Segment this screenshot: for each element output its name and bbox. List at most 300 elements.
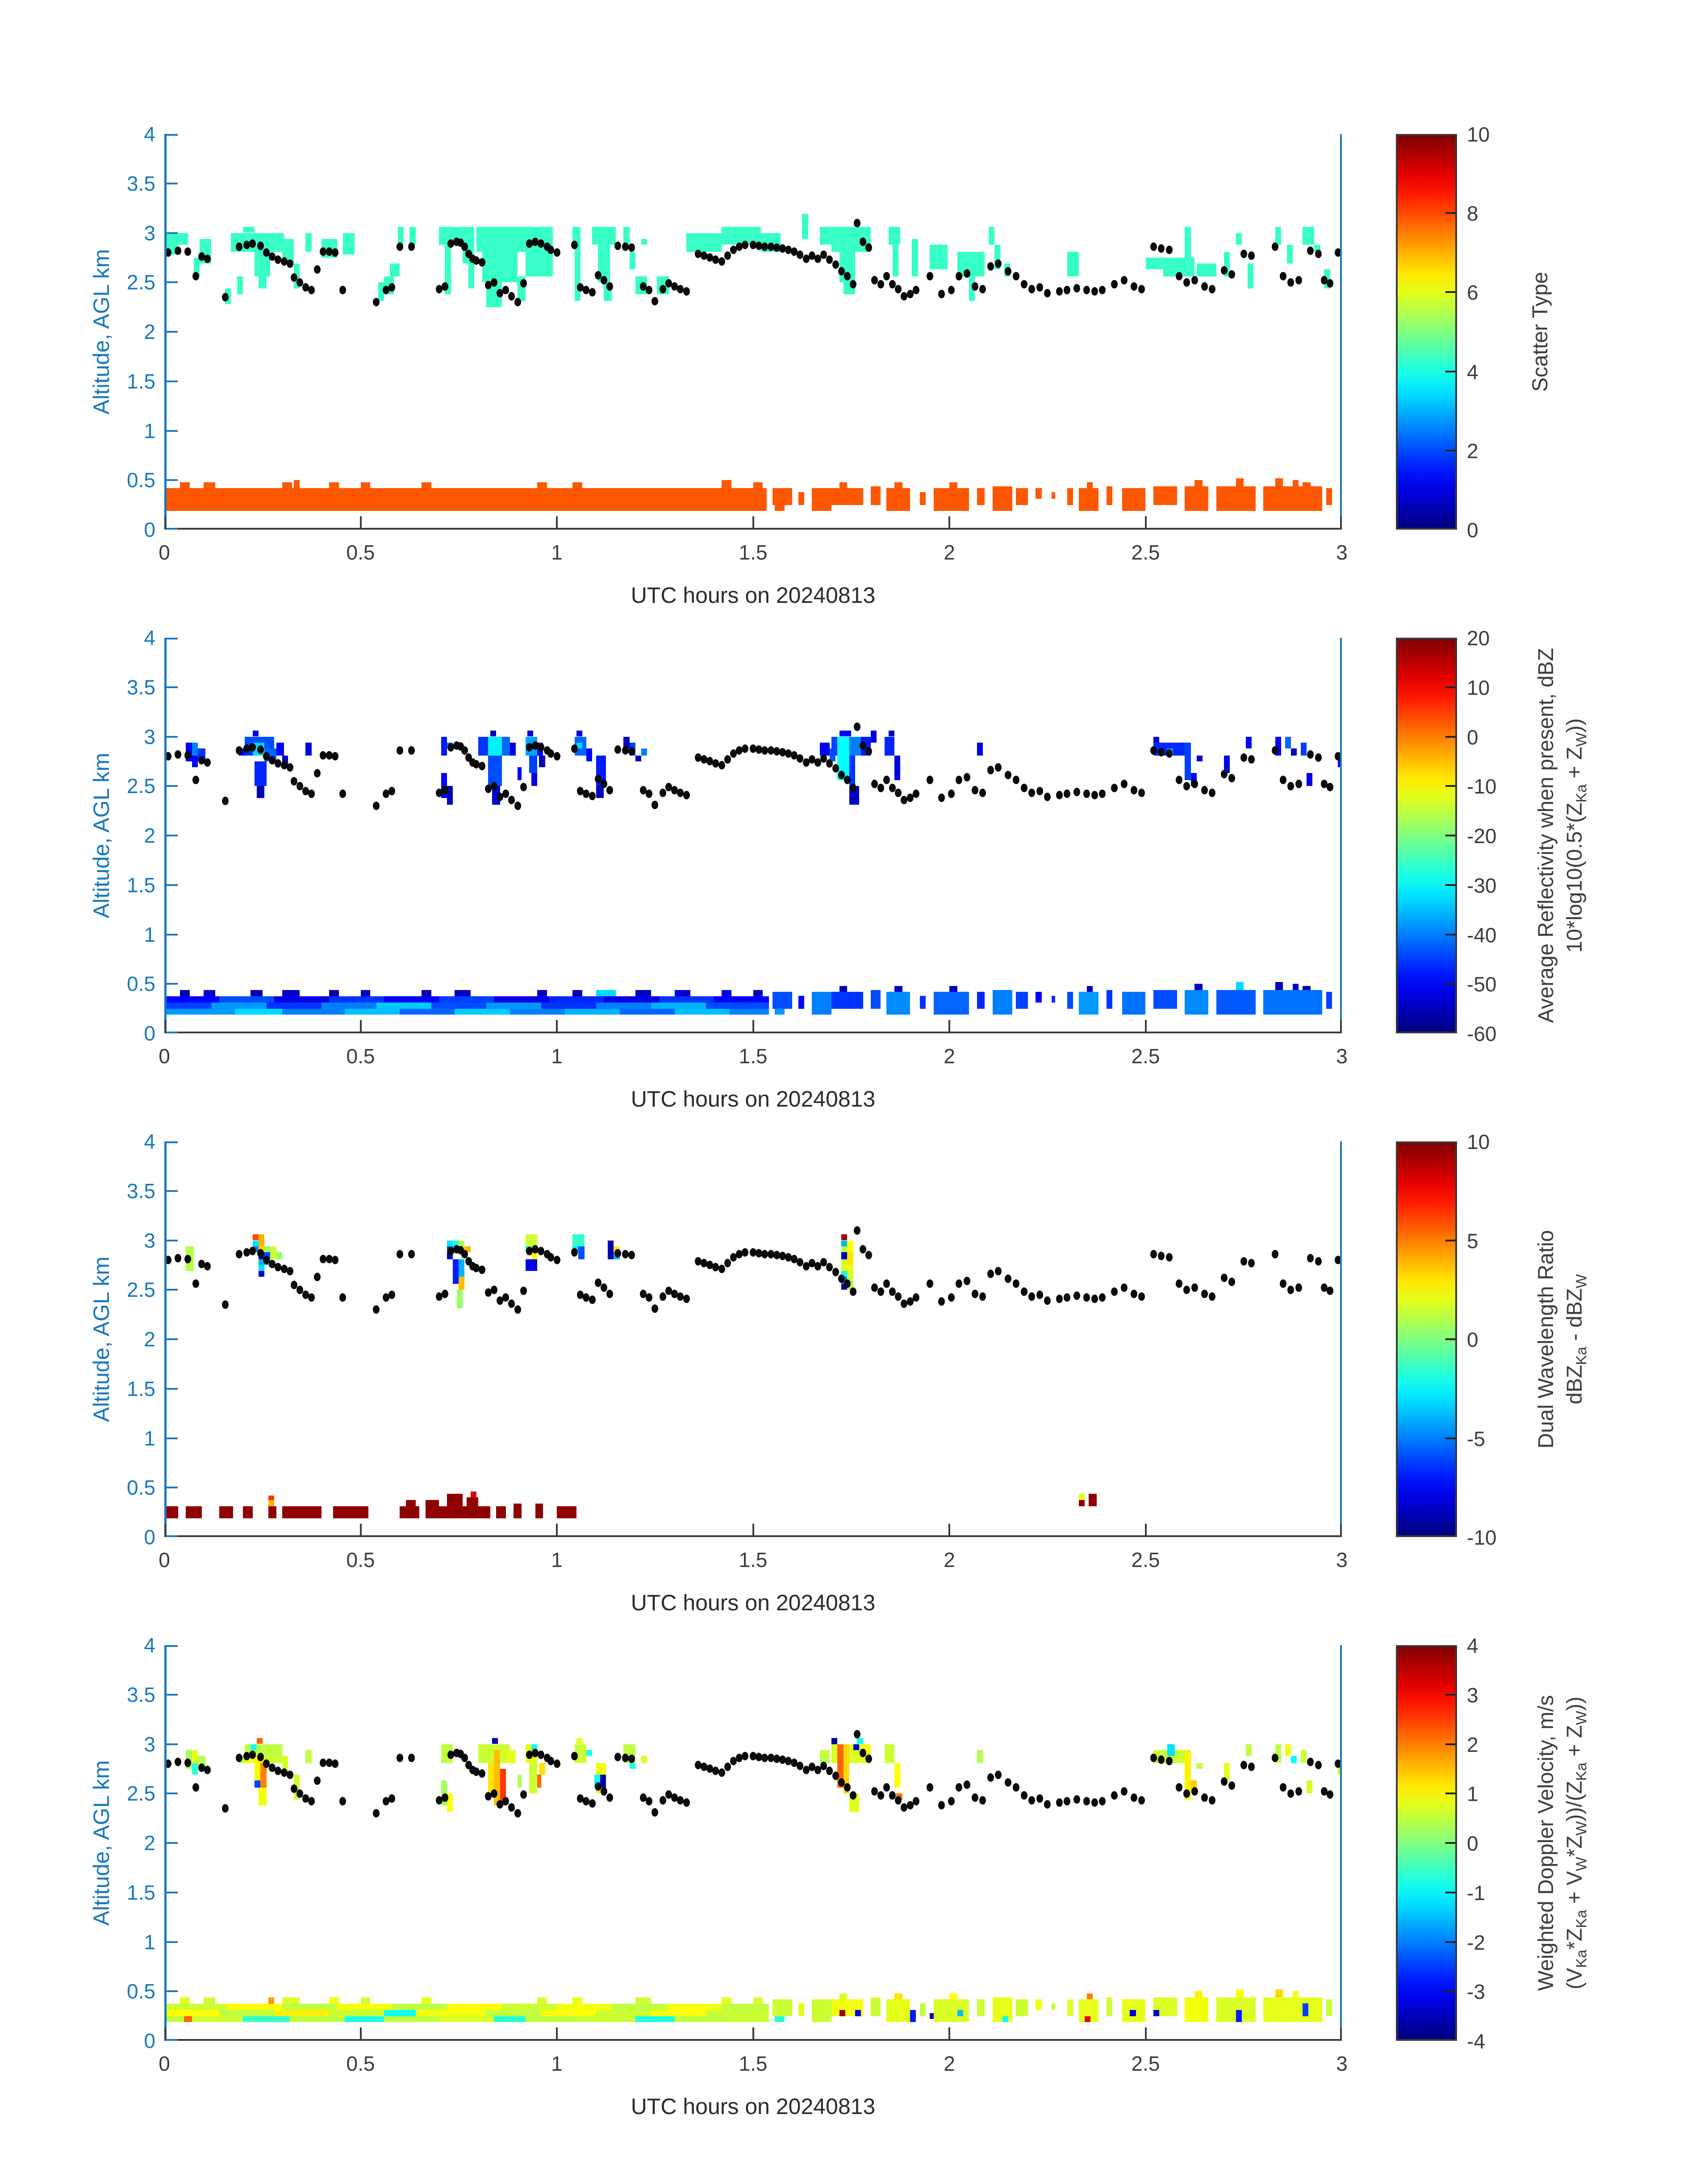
x-tick-mark (556, 1020, 558, 1033)
cloud-base-dot (514, 1305, 521, 1314)
cloud-base-dot (332, 248, 338, 257)
plot-area (164, 1141, 1342, 1537)
cloud-base-dot (742, 744, 748, 753)
heatmap-cell (1246, 737, 1252, 749)
cloud-base-dot (339, 1797, 346, 1805)
colorbar-tick-label: -3 (1467, 1980, 1485, 2004)
heatmap-cell (623, 227, 629, 245)
y-tick-label: 1.5 (127, 1880, 155, 1904)
cloud-base-dot (589, 288, 596, 297)
cloud-base-dot (651, 1304, 658, 1313)
cloud-base-dot (339, 286, 346, 294)
heatmap-cell (267, 1003, 322, 1008)
cloud-base-dot (601, 780, 607, 788)
cloud-base-dot (332, 1256, 338, 1264)
heatmap-cell (192, 756, 198, 768)
x-tick-mark (752, 1524, 754, 1537)
cloud-base-dot (979, 789, 986, 797)
heatmap-cell (894, 1993, 902, 1999)
heatmap-cell (886, 488, 910, 511)
heatmap-cell (886, 1999, 910, 2022)
cloud-base-dot (508, 292, 515, 301)
colorbar-tick-label: 6 (1467, 281, 1478, 305)
cloud-base-dot (850, 280, 856, 288)
heatmap-cell (211, 1003, 266, 1008)
heatmap-cell (1079, 488, 1098, 511)
heatmap-cell (993, 990, 1012, 1015)
cloud-base-dot (204, 758, 211, 767)
x-axis-label: UTC hours on 20240813 (631, 2094, 876, 2119)
cloud-base-dot (927, 776, 933, 784)
heatmap-cell (839, 1993, 848, 1999)
cloud-base-dot (308, 790, 315, 798)
heatmap-cell (468, 263, 474, 288)
heatmap-cell (753, 990, 763, 996)
cloud-base-dot (520, 783, 527, 791)
heatmap-cell (894, 756, 900, 780)
heatmap-cell (798, 2003, 804, 2016)
heatmap-cell (1079, 1494, 1085, 1500)
heatmap-cell (1293, 480, 1299, 486)
cloud-base-dot (175, 1254, 181, 1262)
cloud-base-dot (883, 272, 890, 280)
heatmap-cell (431, 1003, 486, 1008)
cloud-base-dot (314, 265, 321, 274)
cloud-base-dot (589, 1799, 596, 1808)
heatmap-cell (578, 1246, 584, 1259)
right-spine (1340, 1645, 1342, 2041)
cloud-base-dot (397, 1754, 403, 1762)
heatmap-cell (620, 1009, 675, 1015)
heatmap-cell (384, 2016, 439, 2022)
cloud-base-dot (956, 272, 962, 280)
y-tick-label: 4 (144, 1634, 155, 1657)
cloud-base-dot (296, 278, 303, 287)
cloud-base-dot (583, 286, 589, 294)
y-tick-mark (164, 1240, 178, 1241)
cloud-base-dot (1091, 791, 1098, 799)
cloud-base-dot (1201, 282, 1208, 291)
cloud-base-dot (1158, 1755, 1165, 1764)
heatmap-cell (1194, 984, 1203, 990)
heatmap-cell (612, 2004, 667, 2010)
cloud-base-dot (554, 248, 560, 257)
heatmap-cell (514, 1504, 522, 1518)
heatmap-cell (486, 2010, 541, 2016)
heatmap-cell (871, 1997, 881, 2016)
cloud-base-dot (373, 298, 380, 306)
cloud-base-dot (583, 1797, 589, 1805)
heatmap-cell (847, 1241, 853, 1253)
heatmap-cell (1236, 2010, 1242, 2022)
cloud-base-dot (995, 1771, 1002, 1779)
heatmap-cell (384, 2010, 415, 2016)
cloud-base-dot (1111, 1287, 1118, 1296)
cloud-base-dot (388, 787, 395, 795)
cloud-base-dot (175, 247, 181, 255)
heatmap-cell (392, 2004, 447, 2010)
heatmap-cell (1248, 263, 1253, 288)
cloud-base-dot (1295, 1283, 1302, 1292)
cloud-base-dot (1044, 793, 1051, 801)
cloud-base-dot (1280, 272, 1286, 280)
x-tick-mark (948, 1524, 950, 1537)
cloud-base-dot (388, 283, 395, 292)
cloud-base-dot (1028, 285, 1035, 293)
colorbar-title-line: Weighted Doppler Velocity, m/s (1534, 1695, 1558, 1991)
heatmap-cell (1085, 2016, 1090, 2022)
heatmap-cell (1130, 2010, 1136, 2016)
cloud-base-dot (275, 1767, 281, 1775)
cloud-base-dot (1056, 1295, 1063, 1303)
heatmap-cell (847, 1252, 853, 1265)
heatmap-cell (257, 786, 265, 798)
heatmap-cell (706, 1003, 769, 1008)
cloud-base-dot (927, 1783, 933, 1792)
heatmap-cell (889, 227, 900, 245)
cloud-base-dot (683, 1295, 690, 1303)
colorbar-tick-label: 10 (1467, 1130, 1490, 1153)
cloud-base-dot (964, 1277, 970, 1285)
cloud-base-dot (314, 1776, 321, 1785)
cloud-base-dot (1287, 278, 1294, 287)
y-tick-mark (164, 1487, 178, 1488)
heatmap-cell (1236, 478, 1244, 486)
colorbar-tick-mark (1445, 1240, 1455, 1241)
x-tick-label: 2 (944, 1548, 955, 1571)
cloud-base-dot (832, 1772, 839, 1780)
cloud-base-dot (1240, 753, 1247, 762)
cloud-base-dot (832, 1268, 839, 1276)
heatmap-cell (920, 2003, 926, 2016)
x-tick-mark (752, 2027, 754, 2041)
x-tick-mark (1145, 516, 1147, 530)
cloud-base-dot (397, 242, 403, 251)
cloud-base-dot (1228, 774, 1235, 782)
cloud-base-dot (1228, 1278, 1235, 1286)
x-tick-mark (1340, 1524, 1342, 1537)
cloud-base-dot (1272, 746, 1278, 755)
heatmap-cell (889, 731, 894, 736)
heatmap-cell (934, 992, 969, 1015)
x-tick-label: 3 (1336, 1548, 1348, 1571)
cloud-base-dot (646, 790, 652, 798)
cloud-base-dot (683, 287, 690, 296)
cloud-base-dot (995, 763, 1002, 772)
cloud-base-dot (1150, 746, 1157, 755)
y-tick-mark (164, 1793, 178, 1794)
cloud-base-dot (1166, 1757, 1173, 1765)
heatmap-cell (1089, 1494, 1097, 1507)
heatmap-cell (841, 1259, 847, 1265)
heatmap-cell (1216, 486, 1256, 511)
heatmap-cell (282, 1997, 300, 2004)
cloud-base-dot (520, 1287, 527, 1295)
cloud-base-dot (660, 789, 666, 797)
heatmap-cell (977, 1750, 983, 1763)
heatmap-cell (820, 227, 831, 245)
heatmap-cell (219, 996, 274, 1003)
heatmap-cell (989, 227, 994, 245)
cloud-base-dot (287, 763, 293, 772)
heatmap-cell (1236, 1989, 1244, 1997)
right-spine (1340, 638, 1342, 1033)
y-tick-label: 1 (144, 923, 155, 946)
heatmap-cell (329, 482, 339, 488)
heatmap-cell (1185, 990, 1208, 1015)
cloud-base-dot (291, 1281, 297, 1289)
cloud-base-dot (1240, 1761, 1247, 1769)
cloud-base-dot (913, 286, 919, 294)
x-tick-label: 2 (944, 1045, 955, 1068)
heatmap-cell (282, 1009, 345, 1015)
heatmap-cell (565, 1009, 620, 1015)
heatmap-cell (831, 227, 863, 251)
heatmap-cell (459, 1277, 464, 1290)
cloud-base-dot (571, 241, 578, 249)
heatmap-cell (1301, 743, 1307, 756)
heatmap-cell (482, 252, 518, 283)
cloud-base-dot (1121, 780, 1128, 788)
heatmap-cell (1052, 2003, 1056, 2010)
cloud-base-dot (1183, 1286, 1190, 1294)
colorbar-tick-label: 2 (1467, 439, 1478, 463)
colorbar-tick-label: -40 (1467, 923, 1497, 947)
cloud-base-dot (314, 1273, 321, 1281)
cloud-base-dot (204, 1766, 211, 1774)
heatmap-cell (572, 1234, 584, 1246)
colorbar-tick-label: 0 (1467, 1832, 1478, 1855)
cloud-base-dot (1295, 780, 1302, 788)
cloud-base-dot (1176, 776, 1182, 784)
y-tick-mark (164, 1032, 178, 1033)
cloud-base-dot (1056, 791, 1063, 799)
cloud-base-dot (1121, 1283, 1128, 1292)
heatmap-cell (345, 2016, 384, 2022)
heatmap-cell (192, 2016, 243, 2022)
cloud-base-dot (1036, 1291, 1043, 1299)
colorbar-tick-mark (1445, 934, 1455, 936)
colorbar-title-line: Dual Wavelength Ratio (1534, 1230, 1558, 1449)
heatmap-cell (204, 1997, 215, 2004)
cloud-base-dot (1287, 1286, 1294, 1294)
heatmap-cell (1303, 2003, 1308, 2016)
heatmap-cell (488, 1763, 494, 1794)
heatmap-cell (1107, 990, 1112, 1009)
cloud-base-dot (1221, 770, 1228, 778)
cloud-base-dot (1005, 1778, 1011, 1787)
heatmap-cell (539, 1763, 545, 1775)
cloud-base-dot (508, 1300, 515, 1308)
heatmap-cell (714, 996, 769, 1003)
heatmap-cell (1197, 1763, 1203, 1769)
heatmap-cell (276, 743, 284, 756)
y-axis-label: Altitude, AGL km (89, 752, 114, 919)
heatmap-cell (1275, 982, 1283, 990)
x-tick-label: 2 (944, 541, 955, 564)
heatmap-cell (1067, 992, 1073, 1009)
heatmap-cell (993, 486, 1012, 511)
cloud-base-dot (883, 1783, 890, 1792)
colorbar-tick-label: 20 (1467, 627, 1490, 650)
heatmap-cell (467, 1497, 478, 1506)
heatmap-cell (1153, 486, 1177, 505)
heatmap-cell (1153, 2010, 1159, 2016)
heatmap-cell (1293, 1991, 1299, 1997)
heatmap-cell (885, 1744, 894, 1763)
x-tick-label: 0 (159, 1548, 170, 1571)
heatmap-cell (630, 1763, 635, 1769)
cloud-base-dot (1028, 1796, 1035, 1805)
heatmap-cell (455, 1009, 509, 1015)
cloud-base-dot (854, 1226, 860, 1235)
cloud-base-dot (479, 762, 485, 770)
cloud-base-dot (388, 1794, 395, 1803)
heatmap-cell (259, 1234, 264, 1246)
y-tick-label: 0 (144, 1022, 155, 1045)
heatmap-cell (455, 990, 470, 996)
x-tick-mark (752, 516, 754, 530)
cloud-base-dot (175, 750, 181, 759)
heatmap-cell (839, 482, 848, 488)
colorbar-tick-label: 3 (1467, 1683, 1478, 1707)
heatmap-cell (586, 748, 592, 761)
heatmap-cell (529, 756, 537, 773)
cloud-base-dot (308, 1293, 315, 1302)
heatmap-cell (686, 233, 722, 252)
heatmap-cell (775, 2016, 785, 2022)
y-tick-mark (164, 1990, 178, 1992)
x-tick-label: 2.5 (1131, 1045, 1160, 1068)
colorbar-title (1532, 1645, 1589, 2041)
heatmap-cell (259, 1271, 264, 1277)
heatmap-cell (1067, 1999, 1073, 2016)
heatmap-cell (526, 252, 553, 276)
heatmap-cell (1087, 986, 1093, 992)
heatmap-cell (488, 737, 502, 756)
heatmap-cell (977, 992, 985, 1009)
cloud-base-dot (204, 1262, 211, 1270)
y-tick-mark (164, 1289, 178, 1291)
cloud-base-dot (236, 746, 242, 755)
heatmap-cell (608, 1241, 614, 1259)
cloud-base-dot (1295, 276, 1302, 284)
cloud-base-dot (1191, 1787, 1198, 1796)
cloud-base-dot (1248, 1259, 1255, 1267)
cloud-base-dot (1138, 285, 1145, 293)
heatmap-cell (857, 1738, 863, 1744)
heatmap-cell (1079, 1500, 1085, 1506)
heatmap-cell (274, 996, 329, 1003)
heatmap-cell (635, 756, 641, 761)
colorbar (1396, 134, 1457, 530)
cloud-base-dot (948, 790, 955, 798)
heatmap-cell (518, 1775, 522, 1788)
cloud-base-dot (606, 282, 613, 291)
cloud-base-dot (877, 784, 884, 792)
y-tick-mark (164, 983, 178, 985)
cloud-base-dot (1287, 1789, 1294, 1798)
colorbar-tick-mark (1445, 212, 1455, 214)
heatmap-cell (855, 2010, 861, 2016)
heatmap-cell (268, 1500, 274, 1506)
x-tick-mark (752, 1020, 754, 1033)
heatmap-cell (1291, 748, 1297, 756)
heatmap-cell (812, 992, 831, 1015)
cloud-base-dot (1131, 1793, 1137, 1802)
cloud-base-dot (1280, 1783, 1286, 1792)
heatmap-cell (290, 2016, 345, 2022)
heatmap-cell (841, 1252, 847, 1259)
heatmap-cell (1326, 992, 1332, 1009)
x-tick-label: 0.5 (346, 1045, 375, 1068)
x-tick-label: 1.5 (739, 1548, 768, 1571)
colorbar-title-line: Average Reflectivity when present, dBZ (1534, 648, 1558, 1023)
heatmap-cell (977, 743, 983, 756)
heatmap-cell (255, 1763, 260, 1781)
heatmap-cell (886, 992, 910, 1015)
heatmap-cell (934, 1999, 969, 2022)
cloud-base-dot (913, 1797, 919, 1805)
cloud-base-dot (860, 741, 866, 750)
heatmap-cell (510, 1009, 565, 1015)
cloud-base-dot (1044, 1800, 1051, 1809)
cloud-base-dot (291, 1784, 297, 1793)
cloud-base-dot (1248, 755, 1255, 764)
heatmap-cell (1246, 1744, 1252, 1756)
cloud-base-dot (651, 801, 658, 809)
x-tick-label: 1 (551, 1548, 563, 1571)
cloud-base-dot (927, 1279, 933, 1288)
cloud-base-dot (397, 746, 403, 755)
cloud-base-dot (718, 1265, 725, 1273)
cloud-base-dot (606, 786, 613, 794)
cloud-base-dot (1121, 276, 1128, 284)
heatmap-cell (1287, 245, 1293, 263)
heatmap-cell (1303, 227, 1314, 245)
heatmap-cell (1263, 486, 1322, 511)
y-tick-mark (164, 430, 178, 432)
heatmap-cell (1263, 1997, 1322, 2022)
cloud-base-dot (601, 1283, 607, 1292)
heatmap-cell (1307, 773, 1312, 786)
cloud-base-dot (1240, 1257, 1247, 1266)
y-tick-mark (164, 281, 178, 283)
heatmap-cell (1016, 1999, 1027, 2016)
y-tick-mark (164, 1141, 178, 1143)
cloud-base-dot (1248, 251, 1255, 260)
heatmap-cell (1194, 1991, 1203, 1997)
x-axis-label: UTC hours on 20240813 (631, 1086, 876, 1111)
cloud-base-dot (895, 285, 902, 293)
cloud-base-dot (865, 1251, 872, 1259)
heatmap-cell (541, 2010, 596, 2016)
cloud-base-dot (1307, 750, 1314, 759)
heatmap-cell (535, 1504, 543, 1518)
cloud-base-dot (832, 764, 839, 773)
cloud-base-dot (972, 1290, 978, 1298)
cloud-base-dot (1280, 1279, 1286, 1288)
heatmap-cell (192, 1750, 198, 1763)
x-tick-label: 0.5 (346, 2052, 375, 2075)
y-tick-label: 3 (144, 725, 155, 748)
cloud-base-dot (1240, 250, 1247, 258)
cloud-base-dot (724, 755, 731, 764)
heatmap-cell (439, 996, 494, 1003)
heatmap-cell (251, 1744, 256, 1750)
y-tick-label: 2 (144, 824, 155, 847)
heatmap-cell (1263, 990, 1322, 1015)
